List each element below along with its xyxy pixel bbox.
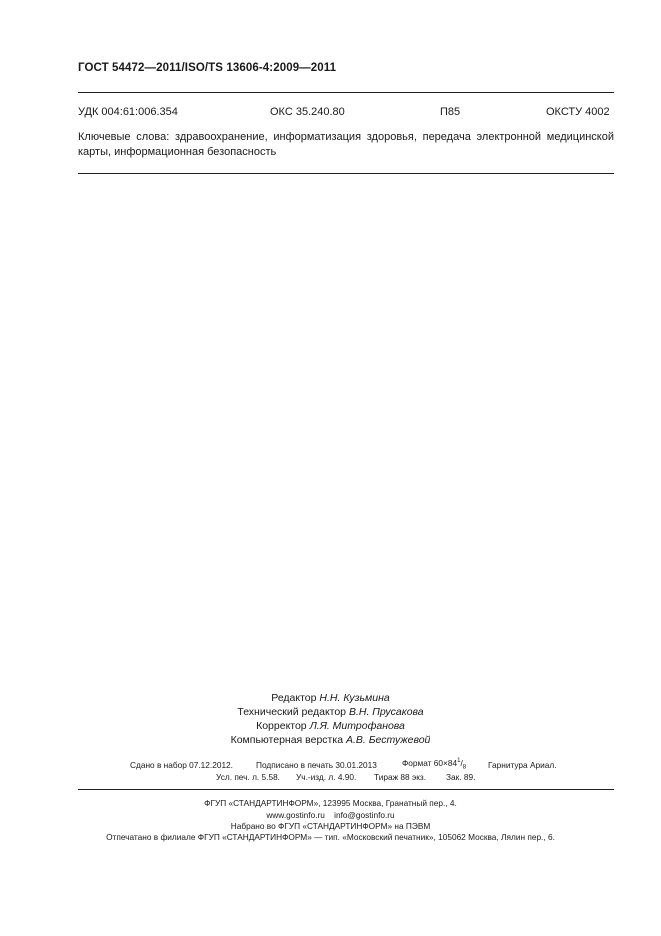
publisher-typeset: Набрано во ФГУП «СТАНДАРТИНФОРМ» на ПЭВМ — [230, 821, 431, 831]
format-prefix: Формат 60×84 — [402, 758, 458, 768]
imprint-submitted: Сдано в набор 07.12.2012. — [130, 760, 233, 770]
publisher-printer: Отпечатано в филиале ФГУП «СТАНДАРТИНФОРМ» — тип. «Московский печатник», 105062 Москва, Лялин пер., 6. — [106, 832, 555, 842]
imprint-print-sheets: Усл. печ. л. 5.58. — [216, 772, 280, 782]
staff-layout — [0, 734, 661, 746]
publisher-email: info@gostinfo.ru — [334, 810, 395, 820]
staff-name: Л.Я. Митрофанова — [309, 720, 405, 732]
imprint-format: Формат $60\times 84^1/_8$ — [402, 758, 467, 771]
oks-code: ОКС 35.240.80 — [270, 106, 345, 118]
udk-code: УДК 004:61:006.354 — [78, 106, 178, 118]
keywords-text: Ключевые слова: здравоохранение, информатизация здоровья, передача электронной медицинской карты, информационная безопасность — [78, 131, 614, 158]
format-sup: 1 — [457, 758, 461, 765]
staff-name: А.В. Бестужевой — [345, 734, 431, 746]
publisher-contacts — [0, 810, 661, 820]
top-divider — [78, 92, 614, 93]
staff-role: Редактор — [271, 692, 317, 704]
group-code: П85 — [440, 106, 461, 118]
imprint-order: Зак. 89. — [446, 772, 476, 782]
imprint-circulation: Тираж 88 экз. — [374, 772, 427, 782]
staff-proofreader — [0, 720, 661, 732]
imprint-pub-sheets: Уч.-изд. л. 4.90. — [296, 772, 357, 782]
staff-role: Технический редактор — [237, 706, 347, 718]
staff-role: Корректор — [256, 720, 307, 732]
staff-name: В.Н. Прусакова — [348, 706, 424, 718]
imprint-divider — [78, 789, 614, 790]
imprint-typeface: Гарнитура Ариал. — [488, 760, 557, 770]
staff-name: Н.Н. Кузьмина — [319, 692, 390, 704]
format-sub: 8 — [462, 764, 467, 771]
publisher-website: www.gostinfo.ru — [266, 810, 325, 820]
staff-technical-editor — [0, 706, 661, 718]
publisher-address: ФГУП «СТАНДАРТИНФОРМ», 123995 Москва, Гранатный пер., 4. — [204, 798, 457, 808]
staff-editor — [0, 692, 661, 704]
staff-role: Компьютерная верстка — [230, 734, 344, 746]
imprint-signed: Подписано в печать 30.01.2013 — [256, 760, 377, 770]
standard-designation: ГОСТ 54472—2011/ISO/TS 13606-4:2009—2011 — [78, 62, 337, 74]
keywords-divider — [78, 173, 614, 174]
okstu-code: ОКСТУ 4002 — [546, 106, 610, 118]
